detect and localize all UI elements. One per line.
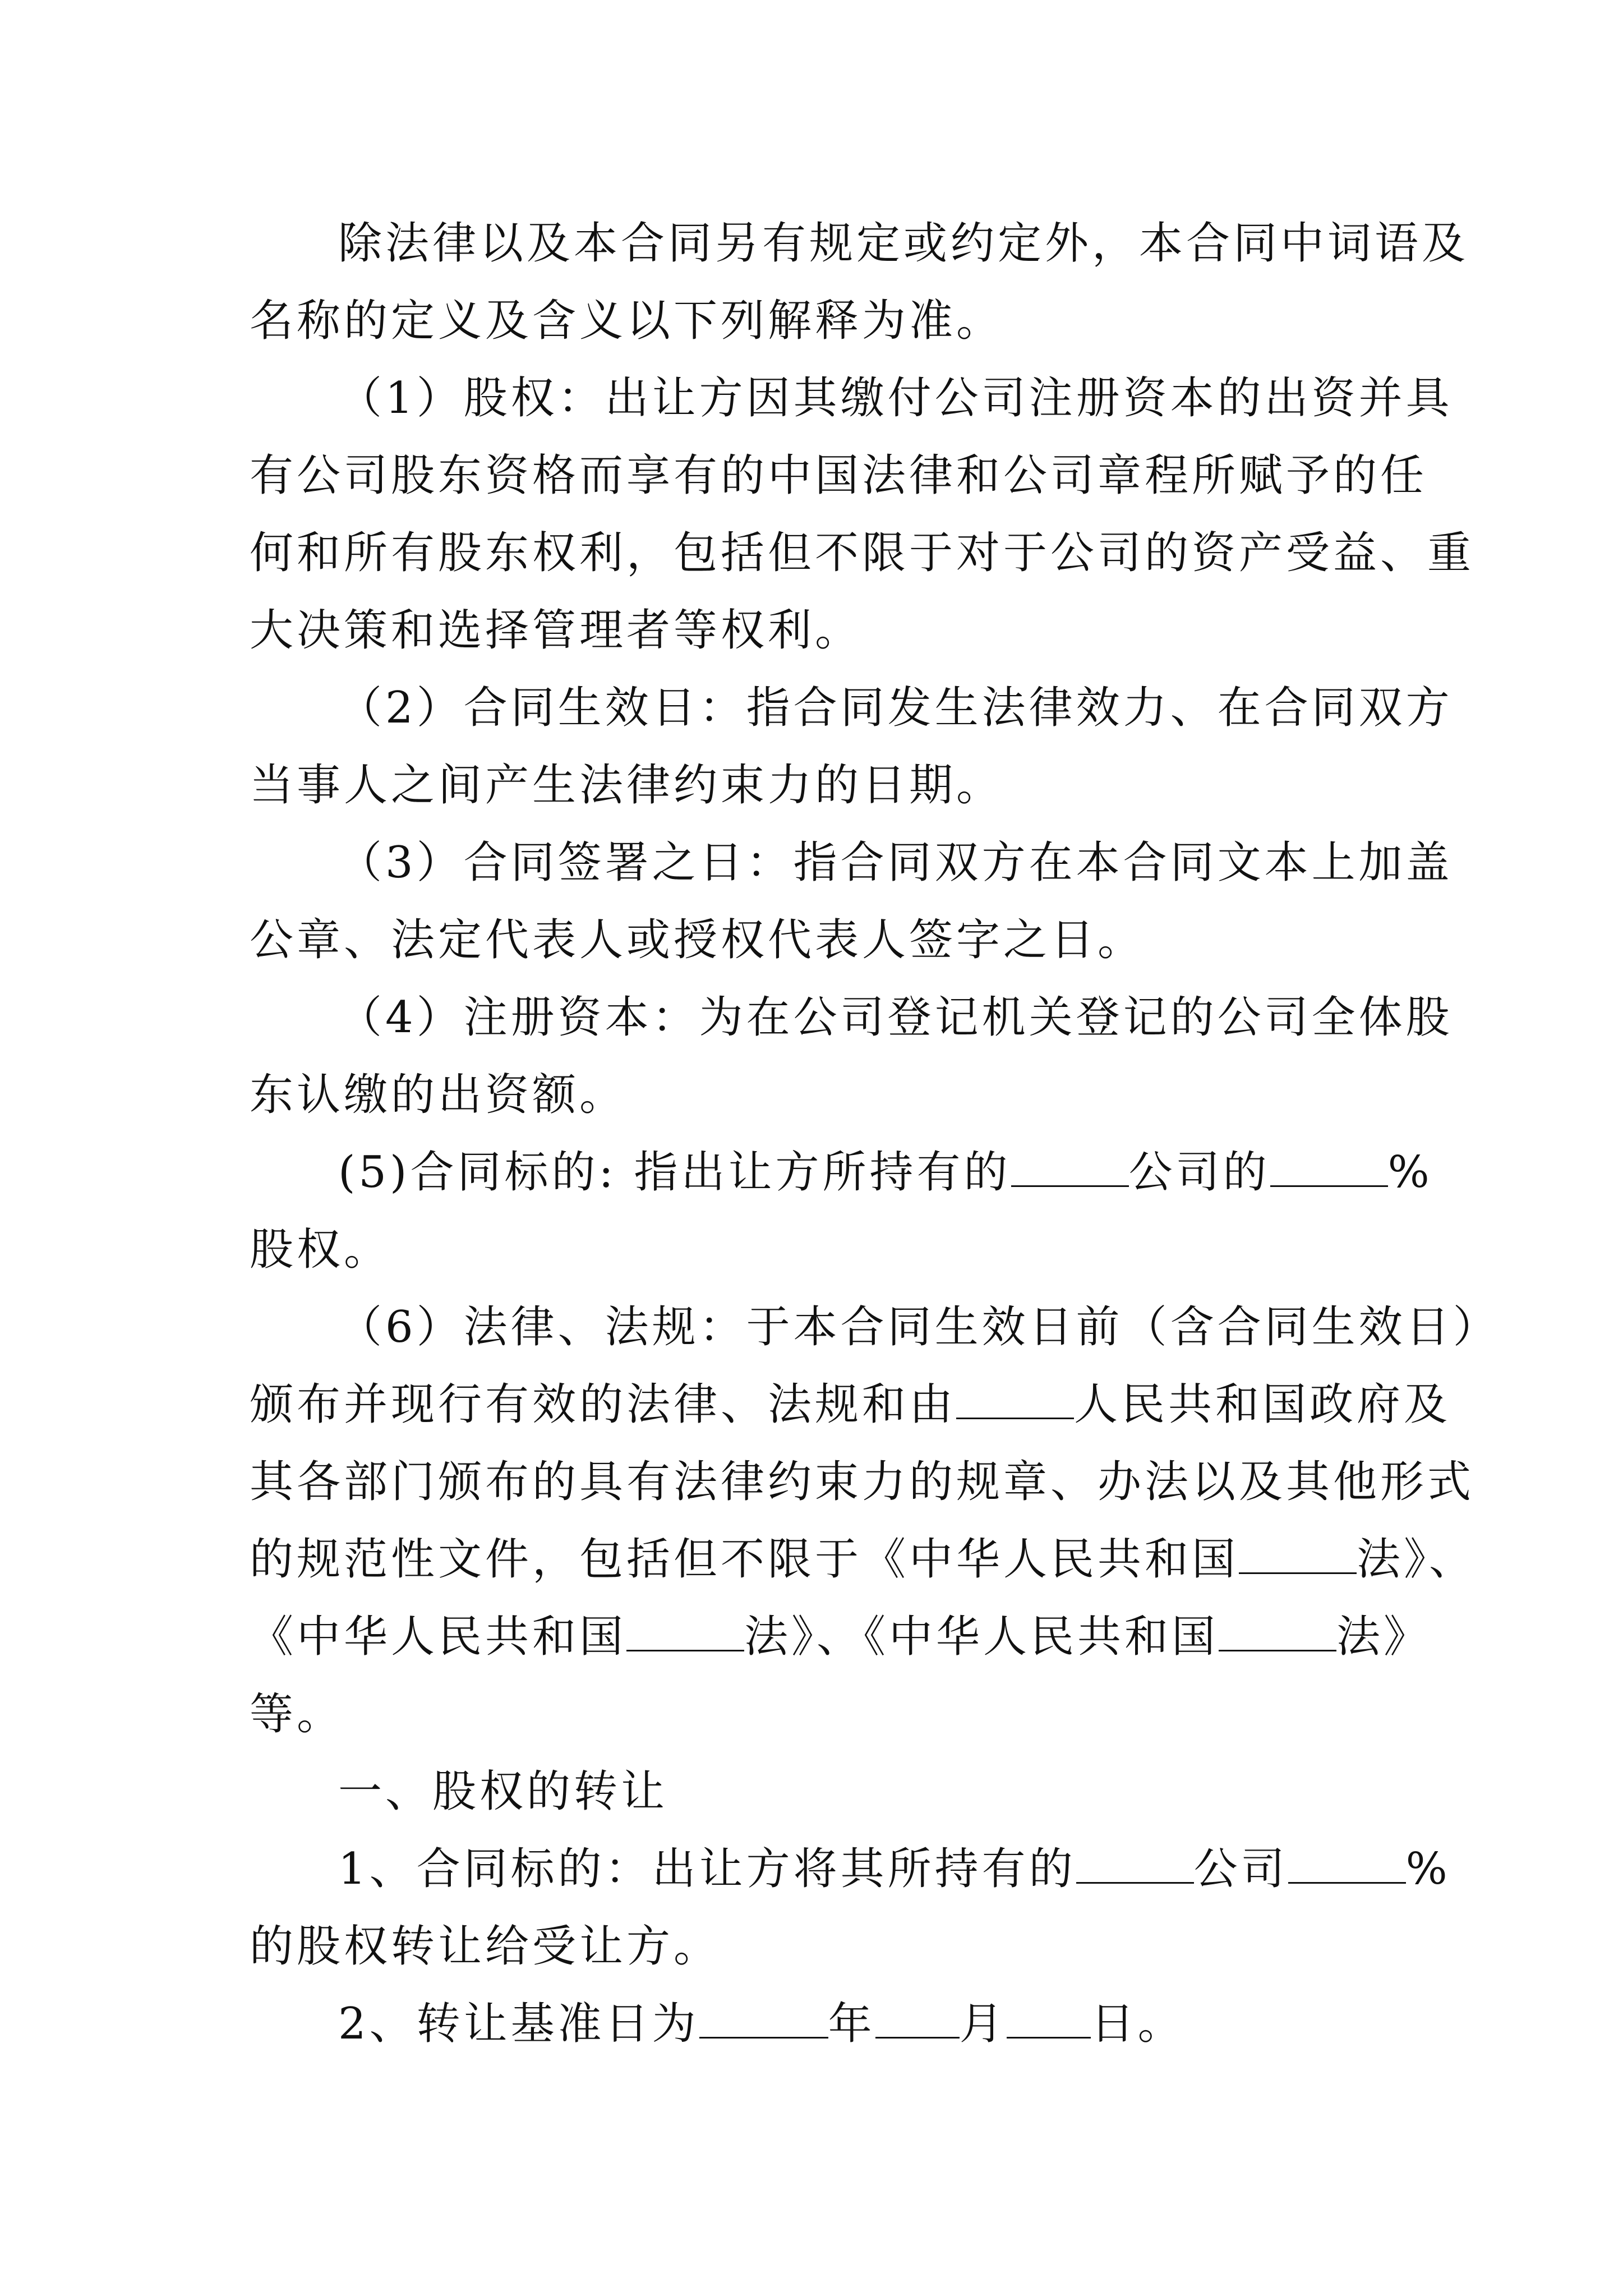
item2-text-a: 2、转让基准日为 (338, 1999, 699, 2049)
definitions-intro-line-1: 除法律以及本合同另有规定或约定外，本合同中词语及 (338, 218, 1469, 269)
fill-blank (1007, 1998, 1091, 2039)
def2-line-1: （2）合同生效日：指合同发生法律效力、在合同双方 (338, 683, 1453, 733)
fill-blank (1239, 1533, 1357, 1574)
section1-item2 (250, 1985, 1382, 2063)
contract-body (250, 205, 1500, 2063)
def1-line-4: 大决策和选择管理者等权利。 (250, 605, 863, 656)
fill-blank (1011, 1146, 1129, 1187)
item1-text-c: % (1405, 1844, 1451, 1894)
section1-item1-line-2: 的股权转让给受让方。 (250, 1921, 721, 1972)
fill-blank (1288, 1843, 1406, 1884)
def6-line5-text-a: 《中华人民共和国 (250, 1612, 627, 1662)
def3-line-1: （3）合同签署之日：指合同双方在本合同文本上加盖 (338, 838, 1453, 888)
def6-line-4 (250, 1521, 1477, 1598)
fill-blank (1076, 1843, 1194, 1884)
fill-blank (1270, 1146, 1388, 1187)
def5-line-2: 股权。 (250, 1225, 391, 1275)
fill-blank (1219, 1611, 1336, 1651)
item1-text-b: 公司 (1193, 1844, 1288, 1894)
def5-text-a: (5)合同标的: 指出让方所持有的 (338, 1147, 1011, 1198)
item2-text-year: 年 (828, 1999, 875, 2049)
item1-text-a: 1、合同标的：出让方将其所持有的 (338, 1844, 1076, 1894)
fill-blank (956, 1378, 1074, 1419)
fill-blank (626, 1611, 744, 1651)
def5-text-b: 公司的 (1128, 1147, 1270, 1198)
def6-line4-text-b: 法》、 (1357, 1534, 1477, 1585)
item2-text-month: 月 (959, 1999, 1007, 2049)
def4-line-1: （4）注册资本：为在公司登记机关登记的公司全体股 (338, 992, 1453, 1043)
def5-text-c: % (1387, 1147, 1433, 1198)
def1-line-2: 有公司股东资格而享有的中国法律和公司章程所赋予的任 (250, 450, 1428, 501)
def6-line-6: 等。 (250, 1689, 344, 1740)
section1-heading: 一、股权的转让 (338, 1766, 668, 1817)
def6-line2-text-a: 颁布并现行有效的法律、法规和由 (250, 1379, 957, 1430)
def6-line5-text-b: 法》、《中华人民共和国 (744, 1612, 1219, 1662)
def6-line4-text-a: 的规范性文件，包括但不限于《中华人民共和国 (250, 1534, 1239, 1585)
def6-line2-text-b: 人民共和国政府及 (1074, 1379, 1451, 1430)
definitions-intro-line-2: 名称的定义及含义以下列解释为准。 (250, 296, 1004, 346)
section1-item1-line-1 (250, 1830, 1451, 1908)
def4-line-2: 东认缴的出资额。 (250, 1070, 627, 1120)
def1-line-1: （1）股权：出让方因其缴付公司注册资本的出资并具 (338, 373, 1453, 424)
def6-line-5 (250, 1598, 1431, 1676)
def6-line-1: （6）法律、法规：于本合同生效日前（含合同生效日） (338, 1302, 1500, 1352)
def6-line-3: 其各部门颁布的具有法律约束力的规章、办法以及其他形式 (250, 1457, 1475, 1507)
fill-blank (699, 1998, 828, 2039)
def2-line-2: 当事人之间产生法律约束力的日期。 (250, 760, 1004, 811)
def6-line5-text-c: 法》 (1336, 1612, 1431, 1662)
def6-line-2 (250, 1366, 1451, 1443)
def5-line-1 (250, 1134, 1433, 1211)
item2-text-day: 日。 (1090, 1999, 1185, 2049)
def3-line-2: 公章、法定代表人或授权代表人签字之日。 (250, 915, 1145, 965)
fill-blank (875, 1998, 960, 2039)
def1-line-3: 何和所有股东权利，包括但不限于对于公司的资产受益、重 (250, 528, 1475, 578)
